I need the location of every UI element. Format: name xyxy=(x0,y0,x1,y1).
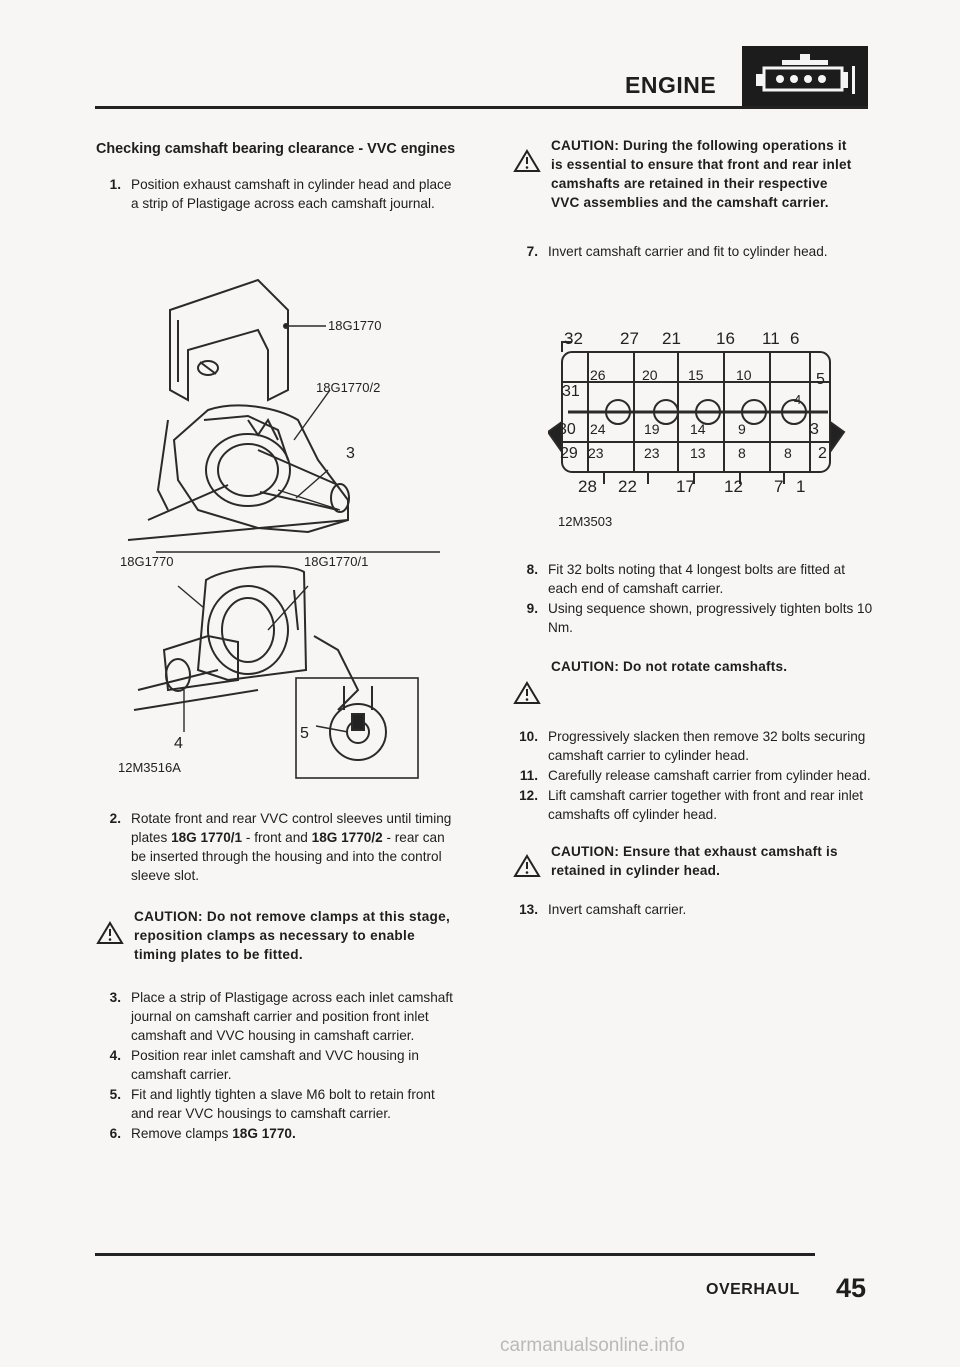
engine-icon xyxy=(742,46,868,108)
watermark: carmanualsonline.info xyxy=(500,1335,685,1356)
bolt-number: 8 xyxy=(784,445,792,461)
step-text: Lift camshaft carrier together with front and rear inlet camshafts off cylinder head. xyxy=(548,788,864,822)
footer-section: OVERHAUL xyxy=(706,1281,800,1298)
bolt-number: 17 xyxy=(676,477,695,496)
bolt-number: 13 xyxy=(690,445,706,461)
step-5 xyxy=(96,1085,456,1123)
step-text: Position exhaust camshaft in cylinder head and place a strip of Plastigage across each camshaft journal. xyxy=(131,177,452,211)
bolt-number: 23 xyxy=(644,445,660,461)
bolt-number: 26 xyxy=(590,367,606,383)
left-column xyxy=(96,140,456,214)
figure-label: 4 xyxy=(174,735,183,752)
step-text: Progressively slacken then remove 32 bolts securing camshaft carrier to cylinder head. xyxy=(548,729,866,763)
bolt-number: 14 xyxy=(690,421,706,437)
step-3 xyxy=(96,988,456,1045)
bolt-number: 11 xyxy=(762,329,780,348)
caution-text: CAUTION: Do not remove clamps at this stage, reposition clamps as necessary to enable timing plates to be fitted. xyxy=(134,909,451,962)
header-rule xyxy=(95,106,868,109)
figure-bolt-sequence xyxy=(548,322,848,532)
bolt-number: 19 xyxy=(644,421,660,437)
bolt-number: 4 xyxy=(794,392,802,407)
bolt-number: 24 xyxy=(590,421,606,437)
step-12 xyxy=(513,786,873,824)
footer-rule xyxy=(95,1253,815,1256)
figure-code: 12M3503 xyxy=(558,514,613,529)
figure-code: 12M3516A xyxy=(118,760,181,775)
figure-label: 18G1770/2 xyxy=(316,380,381,395)
caution-text: CAUTION: During the following operations it is essential to ensure that front and rear inlet camshafts are retained in their respective VVC assemblies and the camshaft carrier. xyxy=(551,138,852,210)
bolt-number: 6 xyxy=(790,329,800,348)
step-1 xyxy=(96,175,456,213)
step-text: Rotate front and rear VVC control sleeves until timing plates 18G 1770/1 - front and 18G 1770/2 - rear can be inserted through the housing and into the control sleeve slot. xyxy=(131,811,452,883)
bolt-number: 10 xyxy=(736,367,752,383)
step-11 xyxy=(513,766,873,785)
step-text: Carefully release camshaft carrier from cylinder head. xyxy=(548,768,871,783)
step-8 xyxy=(513,560,873,598)
bolt-number: 8 xyxy=(738,445,746,461)
figure-label: 18G1770 xyxy=(120,554,174,569)
step-number: 2. xyxy=(109,811,121,826)
figure-label: 18G1770/1 xyxy=(304,554,369,569)
step-number: 13. xyxy=(519,902,538,917)
step-text: Fit 32 bolts noting that 4 longest bolts are fitted at each end of camshaft carrier. xyxy=(548,562,845,596)
step-number: 6. xyxy=(109,1126,121,1141)
bolt-number: 23 xyxy=(588,445,604,461)
bolt-number: 1 xyxy=(796,477,806,496)
step-number: 8. xyxy=(526,562,538,577)
step-9 xyxy=(513,599,873,637)
step-4 xyxy=(96,1046,456,1084)
step-number: 10. xyxy=(519,729,538,744)
step-2 xyxy=(96,809,456,885)
bolt-number: 27 xyxy=(620,329,639,348)
bolt-number: 30 xyxy=(558,421,576,438)
bolt-number: 16 xyxy=(716,329,735,348)
caution-box xyxy=(513,842,843,880)
step-number: 9. xyxy=(526,601,538,616)
bolt-number: 12 xyxy=(724,477,743,496)
caution-text: CAUTION: Do not rotate camshafts. xyxy=(551,659,788,674)
step-6 xyxy=(96,1124,456,1143)
bolt-number: 20 xyxy=(642,367,658,383)
bolt-number: 28 xyxy=(578,477,597,496)
figure-label: 3 xyxy=(346,445,355,462)
warning-icon xyxy=(96,921,124,945)
step-number: 4. xyxy=(109,1048,121,1063)
step-number: 11. xyxy=(519,768,538,783)
bolt-number: 7 xyxy=(774,477,784,496)
bolt-number: 2 xyxy=(818,445,827,462)
bolt-number: 32 xyxy=(564,329,583,348)
step-text: Using sequence shown, progressively tighten bolts 10 Nm. xyxy=(548,601,873,635)
left-column-lower xyxy=(96,809,456,1144)
bolt-number: 3 xyxy=(810,421,819,438)
step-number: 12. xyxy=(519,788,538,803)
bolt-number: 21 xyxy=(662,329,681,348)
step-text: Invert camshaft carrier and fit to cylinder head. xyxy=(548,244,828,259)
page-section-title: ENGINE xyxy=(625,72,717,98)
figure-label: 18G1770 xyxy=(328,318,382,333)
step-number: 5. xyxy=(109,1087,121,1102)
page-number: 45 xyxy=(836,1273,867,1303)
bolt-number: 22 xyxy=(618,477,637,496)
warning-icon xyxy=(513,854,541,878)
bolt-number: 15 xyxy=(688,367,704,383)
caution-text: CAUTION: Ensure that exhaust camshaft is retained in cylinder head. xyxy=(551,844,838,878)
step-text: Invert camshaft carrier. xyxy=(548,902,687,917)
figure-timing-plates xyxy=(108,270,448,790)
caution-box xyxy=(96,907,460,964)
right-column xyxy=(513,136,873,262)
step-13 xyxy=(513,900,873,919)
bolt-number: 5 xyxy=(816,371,825,388)
bolt-number: 31 xyxy=(562,383,580,400)
section-heading: Checking camshaft bearing clearance - VVC engines xyxy=(96,141,456,157)
figure-label: 5 xyxy=(300,725,309,742)
right-column-lower xyxy=(513,560,873,920)
step-number: 7. xyxy=(526,244,538,259)
step-number: 1. xyxy=(109,177,121,192)
step-text: Fit and lightly tighten a slave M6 bolt to retain front and rear VVC housings to camshaft carrier. xyxy=(131,1087,435,1121)
step-10 xyxy=(513,727,873,765)
warning-icon xyxy=(513,681,541,705)
bolt-number: 29 xyxy=(560,445,578,462)
step-text: Position rear inlet camshaft and VVC housing in camshaft carrier. xyxy=(131,1048,419,1082)
step-7 xyxy=(513,242,873,261)
step-number: 3. xyxy=(109,990,121,1005)
caution-box xyxy=(513,657,873,715)
warning-icon xyxy=(513,149,541,173)
caution-box-top xyxy=(513,136,858,212)
step-text: Remove clamps 18G 1770. xyxy=(131,1126,296,1141)
bolt-number: 9 xyxy=(738,421,746,437)
step-text: Place a strip of Plastigage across each inlet camshaft journal on camshaft carrier and position front inlet camshaft and VVC housing in camshaft carrier. xyxy=(131,990,453,1043)
